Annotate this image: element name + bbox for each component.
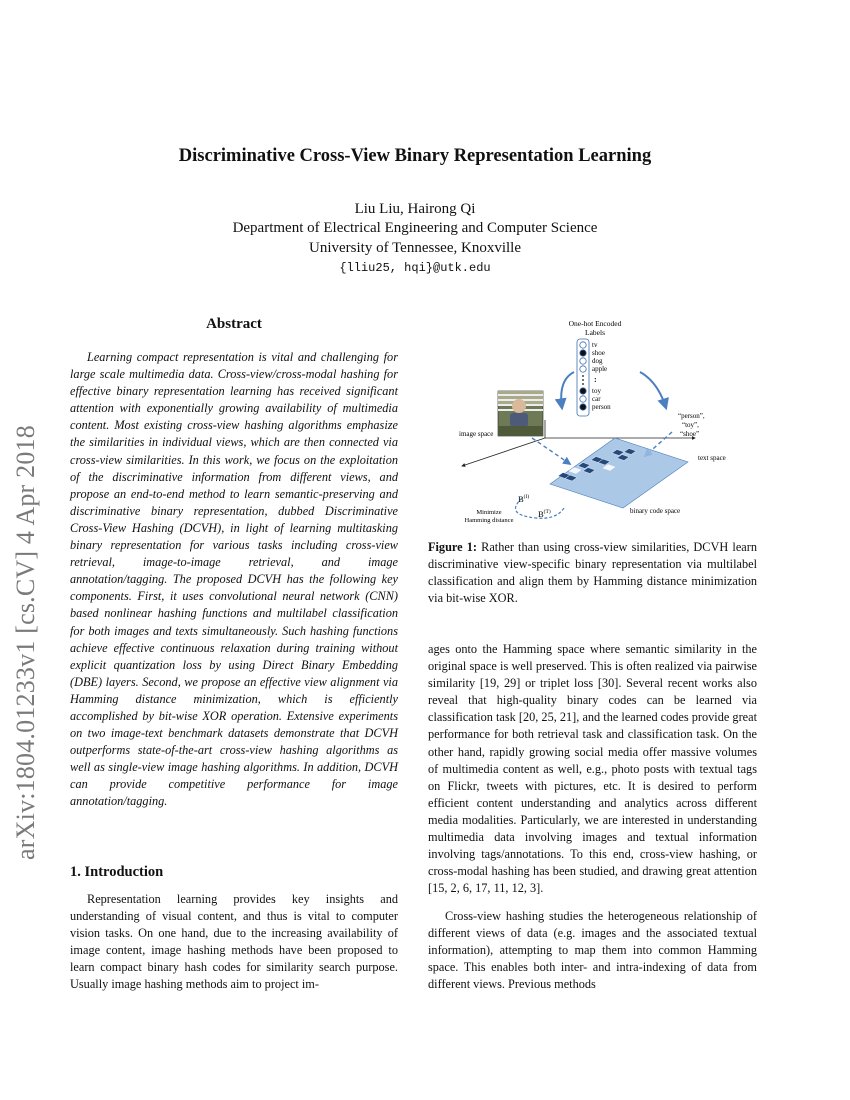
- introduction-heading: 1. Introduction: [70, 864, 164, 880]
- abstract-text: Learning compact representation is vital and challenging for large scale multimedia data. Cross-view/cross-modal hashing for effective binary representation learning has received significant attention with exponentially growing availability of multimedia content. Most existing cross-view hashing algorithms emphasize the similarities in individual views, which are then connected via cross-view similarities. In this work, we focus on the exploitation of the discriminative information from different views, and propose an end-to-end method to learn semantic-preserving and discriminative binary representation, dubbed Discriminative Cross-View Hashing (DCVH), in light of learning multitasking binary representation for various tasks including cross-view retrieval, image-to-image retrieval, and image annotation/tagging. The proposed DCVH has the following key components. First, it uses convolutional neural network (CNN) based nonlinear hashing functions and multilabel classification for both images and texts simultaneously. Such hashing functions achieve effective continuous relaxation during training without explicit quantization loss by using Direct Binary Embedding (DBE) layers. Second, we propose an effective view alignment via Hamming distance minimization, which is efficiently accomplished by bit-wise XOR operation. Extensive experiments on two image-text benchmark datasets demonstrate that DCVH outperforms state-of-the-art cross-view hashing algorithms as well as single-view image hashing algorithms. In addition, DCVH can provide competitive performance for image annotation/tagging.: [70, 350, 398, 809]
- image-thumbnail: [498, 391, 543, 436]
- label-bit-person: [580, 404, 586, 410]
- label-word-person: person: [592, 403, 611, 411]
- label-bit-tv: [580, 342, 586, 348]
- paper-title: Discriminative Cross-View Binary Representation Learning: [178, 146, 652, 166]
- minimize-label-line2: Hamming distance: [464, 517, 514, 524]
- arrow-image-to-code: [532, 438, 570, 464]
- arrow-labels-to-text: [640, 372, 666, 408]
- affiliation-university: University of Tennessee, Knoxville: [309, 240, 521, 256]
- label-word-ellipsis: :: [594, 375, 597, 384]
- label-bit-car: [580, 396, 586, 402]
- label-bit-dots-1: [582, 375, 584, 377]
- label-bit-apple: [580, 366, 586, 372]
- labels-title-line1: One-hot Encoded: [568, 319, 622, 328]
- binary-code-plane: [550, 438, 688, 508]
- label-word-dog: dog: [592, 357, 603, 365]
- caption-text: Rather than using cross-view similarities, DCVH learn discriminative view-specific binary representation via multilabel classification and align them by Hamming distance minimization via bit-wise XOR.: [428, 540, 757, 605]
- figure-1-diagram: [440, 310, 760, 525]
- affiliation-department: Department of Electrical Engineering and Computer Science: [232, 220, 598, 236]
- right-column-paragraph-2: Cross-view hashing studies the heterogeneous relationship of different views of data (e.g. images and the associated textual information), attempting to map them into common Hamming space. This enables both inter- and intra-indexing of data from different views. Previous methods: [428, 909, 757, 992]
- label-word-apple: apple: [592, 365, 608, 373]
- right-column-paragraph-1: ages onto the Hamming space where semantic similarity in the original space is well preserved. This is often realized via pairwise similarity [19, 29] or triplet loss [30]. Several recent works also reveal that high-quality binary codes can be learned via classification task [20, 25, 21], and the learned codes provide great performance for both retrieval task and classification task. On the other hand, rapidly growing social media offer massive volumes of multimedia content as well, e.g., photo posts with textual tags on Flickr, tweets with pictures, etc. It is desired to perform efficient content understanding and analytics across different media modalities. Particularly, we are interested in understanding multimedia data involving images and textual information involving tags/annotations. To this end, cross-view hashing, or cross-modal hashing has been studied, and drawing great attention [15, 2, 6, 17, 11, 12, 3].: [428, 642, 757, 896]
- abstract-heading: Abstract: [206, 316, 262, 332]
- image-space-label: image space: [459, 430, 494, 438]
- label-bit-toy: [580, 388, 586, 394]
- label-word-tv: tv: [592, 341, 598, 349]
- axis-to-image-space: [462, 438, 545, 466]
- text-tag-shoe: “shoe”: [680, 430, 700, 438]
- label-bit-dots-3: [582, 383, 584, 385]
- label-word-car: car: [592, 395, 601, 403]
- introduction-paragraph-1: Representation learning provides key insights and understanding of visual content, and thus is vital to computer vision tasks. On one hand, due to the increasing availability of image content, image hashing methods have been proposed to learn compact binary hash codes for similarity search purpose. Usually image hashing methods aim to project im-: [70, 892, 398, 992]
- paper-authors: Liu Liu, Hairong Qi: [354, 201, 476, 217]
- label-bit-dog: [580, 358, 586, 364]
- label-bit-dots-2: [582, 379, 584, 381]
- b-image-label: $B^{(I)}$: [518, 494, 530, 504]
- binary-code-space-label: binary code space: [630, 507, 681, 515]
- author-email: {lliu25, hqi}@utk.edu: [339, 261, 491, 275]
- text-space-label: text space: [698, 454, 726, 462]
- figure-1-caption: [428, 539, 757, 607]
- label-bit-shoe: [580, 350, 586, 356]
- text-tag-person: “person”,: [678, 412, 705, 420]
- b-text-label: $B^{(T)}$: [538, 509, 551, 519]
- minimize-label-line1: Minimize: [476, 509, 502, 516]
- label-word-shoe: shoe: [592, 349, 605, 357]
- arxiv-identifier: arXiv:1804.01233v1 [cs.CV] 4 Apr 2018: [11, 425, 40, 860]
- labels-title-line2: Labels: [585, 328, 605, 337]
- label-word-toy: toy: [592, 387, 601, 395]
- text-tag-toy: “toy”,: [682, 421, 699, 429]
- caption-label: Figure 1:: [428, 540, 477, 554]
- arrow-labels-to-image: [561, 372, 574, 408]
